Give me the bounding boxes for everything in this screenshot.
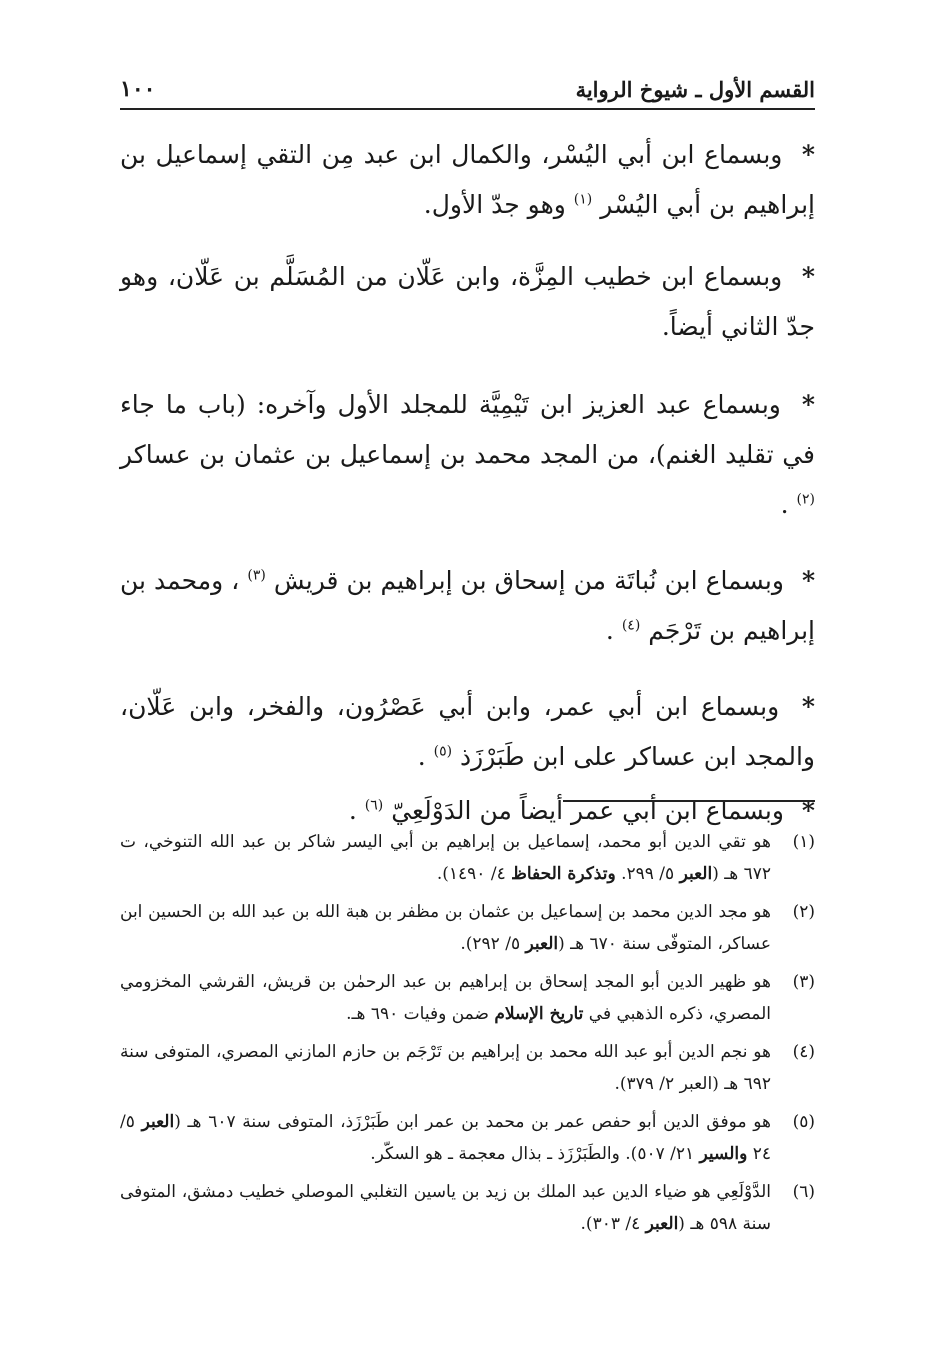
footnote-ref[interactable]: (١) [573,191,593,208]
footnote-text [120,1106,771,1170]
paragraph-text: . [780,490,789,519]
main-text [120,130,815,836]
page-number: ١٠٠ [120,76,156,102]
footnote [120,1036,815,1100]
source-title: العبر [679,864,713,884]
paragraph-text: . [417,742,426,771]
paragraph-text: ، ومحمد بن إبراهيم بن تَرْجَم [120,566,815,645]
footnote-ref[interactable]: (٥) [433,743,453,760]
footnote-segment: هو تقي الدين أبو محمد، إسماعيل بن إبراهيم بن أبي اليسر شاكر بن عبد الله التنوخي، ت ٦٧٢ هـ ( [120,832,771,884]
footnotes-section [120,826,815,1246]
footnote-segment: ٥/ ٢٩٩. [615,864,680,884]
footnote-segment: هو مجد الدين محمد بن إسماعيل بن عثمان بن مظفر بن هبة الله بن عبد الله بن الحسين ابن عساكر، المتوفّى سنة ٦٧٠ هـ ( [120,902,771,954]
footnote-number: (١) [792,832,815,852]
footnote-segment: ضمن وفيات ٦٩٠ هـ. [346,1004,495,1024]
footnote-segment: ٥/ ٢٤ [120,1112,771,1164]
paragraph-text: . [605,616,614,645]
paragraph [120,380,815,530]
footnote-text [120,966,771,1030]
page-header [120,70,815,110]
footnote-ref[interactable]: (٢) [796,491,815,508]
paragraph-text: وبسماع ابن خطيب المِزَّة، وابن عَلّان من المُسَلَّم بن عَلّان، وهو جدّ الثاني أيضاً. [120,262,815,341]
footnote-text [120,826,771,890]
source-title: تاريخ الإسلام [494,1004,584,1024]
star-marker: * [801,262,815,291]
star-marker: * [801,566,816,595]
source-title: والسير [699,1144,748,1164]
footnote [120,826,815,890]
paragraph-text: وبسماع ابن أبي عمر أيضاً من الدَوْلَعِيّ [391,796,784,825]
star-marker: * [801,692,815,721]
paragraph-text: . [348,796,357,825]
footnote-text: هو نجم الدين أبو عبد الله محمد بن إبراهيم بن تَرْجَم بن حازم المازني المصري، المتوفى سنة ٦٩٢ هـ (العبر ٢/ ٣٧٩). [120,1042,771,1094]
paragraph-text: وبسماع ابن نُباتَة من إسحاق بن إبراهيم بن قريش [273,566,784,595]
footnote-ref[interactable]: (٣) [247,567,266,584]
footnote-divider [563,800,815,802]
star-marker: * [801,796,815,825]
star-marker: * [801,390,815,419]
source-title: العبر [645,1214,679,1234]
paragraph [120,252,815,352]
source-title: العبر [525,934,559,954]
paragraph-text: وهو جدّ الأول. [423,190,566,219]
source-title: العبر [141,1112,175,1132]
footnote-ref[interactable]: (٦) [364,797,384,814]
footnote-segment: هو موفق الدين أبو حفص عمر بن محمد بن عمر ابن طَبَرْزَذ، المتوفى سنة ٦٠٧ هـ ( [174,1112,771,1132]
footnote-number: (٤) [792,1042,815,1062]
footnote-segment: هو ظهير الدين أبو المجد إسحاق بن إبراهيم بن عبد الرحمٰن بن قريش، القرشي المخزومي المصري، ذكره الذهبي في [120,972,771,1024]
footnote-segment: ٢١/ ٥٠٧). والطَبَرْزَذ ـ بذال معجمة ـ هو السكّر. [370,1144,700,1164]
footnote [120,896,815,960]
footnote-segment: ٥/ ٢٩٢). [460,934,526,954]
paragraph [120,130,815,230]
footnote-number: (٦) [792,1182,815,1202]
paragraph-text: وبسماع عبد العزيز ابن تَيْمِيَّة للمجلد الأول وآخره: (باب ما جاء في تقليد الغنم)، من المجد محمد بن إسماعيل بن عثمان بن عساكر [120,390,815,469]
footnote [120,1106,815,1170]
paragraph-text: وبسماع ابن أبي اليُسْر، والكمال ابن عبد مِن التقي إسماعيل بن إبراهيم بن أبي اليُسْر [120,140,815,219]
footnote [120,1176,815,1240]
footnote-number: (٣) [792,972,815,992]
star-marker: * [801,140,815,169]
footnote-text [120,1176,771,1240]
footnote-number: (٢) [792,902,815,922]
footnote-segment: ٤/ ١٤٩٠). [436,864,512,884]
paragraph-text: وبسماع ابن أبي عمر، وابن أبي عَصْرُون، والفخر، وابن عَلّان، والمجد ابن عساكر على ابن طَبَرْزَذ [120,692,815,771]
footnote-text [120,896,771,960]
paragraph [120,556,815,656]
footnote-segment: ٤/ ٣٠٣). [580,1214,646,1234]
footnote-number: (٥) [792,1112,815,1132]
running-title: القسم الأول ـ شيوخ الرواية [575,77,815,102]
paragraph [120,682,815,782]
footnote-ref[interactable]: (٤) [621,617,641,634]
footnote [120,966,815,1030]
footnote-segment: الدَّوْلَعِي هو ضياء الدين عبد الملك بن زيد بن ياسين التغلبي الموصلي خطيب دمشق، المتوفى سنة ٥٩٨ هـ ( [120,1182,771,1234]
source-title: وتذكرة الحفاظ [511,864,616,884]
